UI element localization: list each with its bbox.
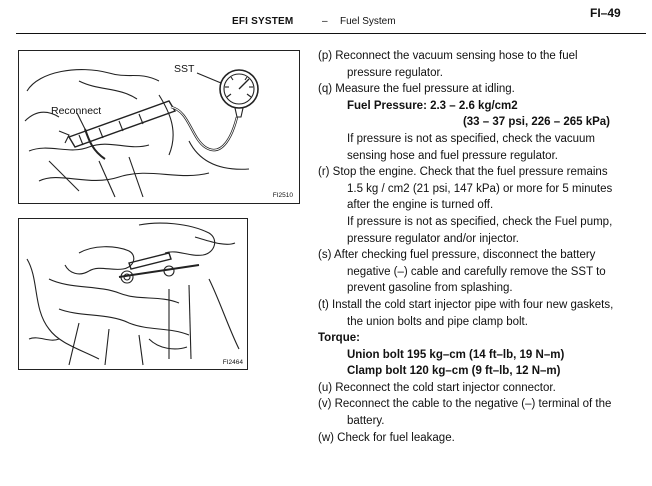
subsection-title: Fuel System xyxy=(340,16,396,27)
figure-code: FI2510 xyxy=(272,192,293,199)
step-r: (r) Stop the engine. Check that the fuel pressure remains 1.5 kg / cm2 (21 psi, 147 kPa) or more for 5 minutes after the engine is turned off. xyxy=(318,166,613,212)
fuel-pressure-spec: Fuel Pressure: 2.3 – 2.6 kg/cm2 xyxy=(347,99,518,112)
gauge-illustration xyxy=(19,51,299,203)
step-s: (s) After checking fuel pressure, disconnect the battery negative (–) cable and carefully remove the SST to prevent gasoline from splashing. xyxy=(318,249,606,295)
figure-pressure-gauge xyxy=(18,50,300,204)
page-number: FI–49 xyxy=(590,6,621,20)
torque-clamp-bolt: Clamp bolt 120 kg–cm (9 ft–lb, 12 N–m) xyxy=(347,365,561,378)
step-u: (u) Reconnect the cold start injector connector. xyxy=(318,381,556,394)
fuel-pressure-spec-units: (33 – 37 psi, 226 – 265 kPa) xyxy=(462,116,610,129)
step-p: (p) Reconnect the vacuum sensing hose to the fuel pressure regulator. xyxy=(318,50,578,79)
torque-label: Torque: xyxy=(318,332,360,345)
step-w: (w) Check for fuel leakage. xyxy=(318,431,455,444)
step-t: (t) Install the cold start injector pipe with four new gaskets, the union bolts and pipe clamp bolt. xyxy=(318,298,614,328)
header-rule xyxy=(16,33,646,34)
step-q-note: If pressure is not as specified, check the vacuum sensing hose and fuel pressure regulator. xyxy=(347,132,596,162)
injector-illustration xyxy=(19,219,247,369)
step-r-note: If pressure is not as specified, check the Fuel pump, pressure regulator and/or injector. xyxy=(347,215,613,245)
reconnect-label: Reconnect xyxy=(51,105,102,117)
figure-code: FI2464 xyxy=(222,359,243,366)
step-v: (v) Reconnect the cable to the negative (–) terminal of the battery. xyxy=(318,398,612,428)
sst-label: SST xyxy=(174,63,195,75)
procedure-steps xyxy=(318,48,618,446)
torque-union-bolt: Union bolt 195 kg–cm (14 ft–lb, 19 N–m) xyxy=(347,348,565,361)
step-q: (q) Measure the fuel pressure at idling. xyxy=(318,83,515,96)
section-title: EFI SYSTEM xyxy=(232,16,294,27)
figure-injector-pipe xyxy=(18,218,248,370)
header-separator: – xyxy=(322,16,328,27)
